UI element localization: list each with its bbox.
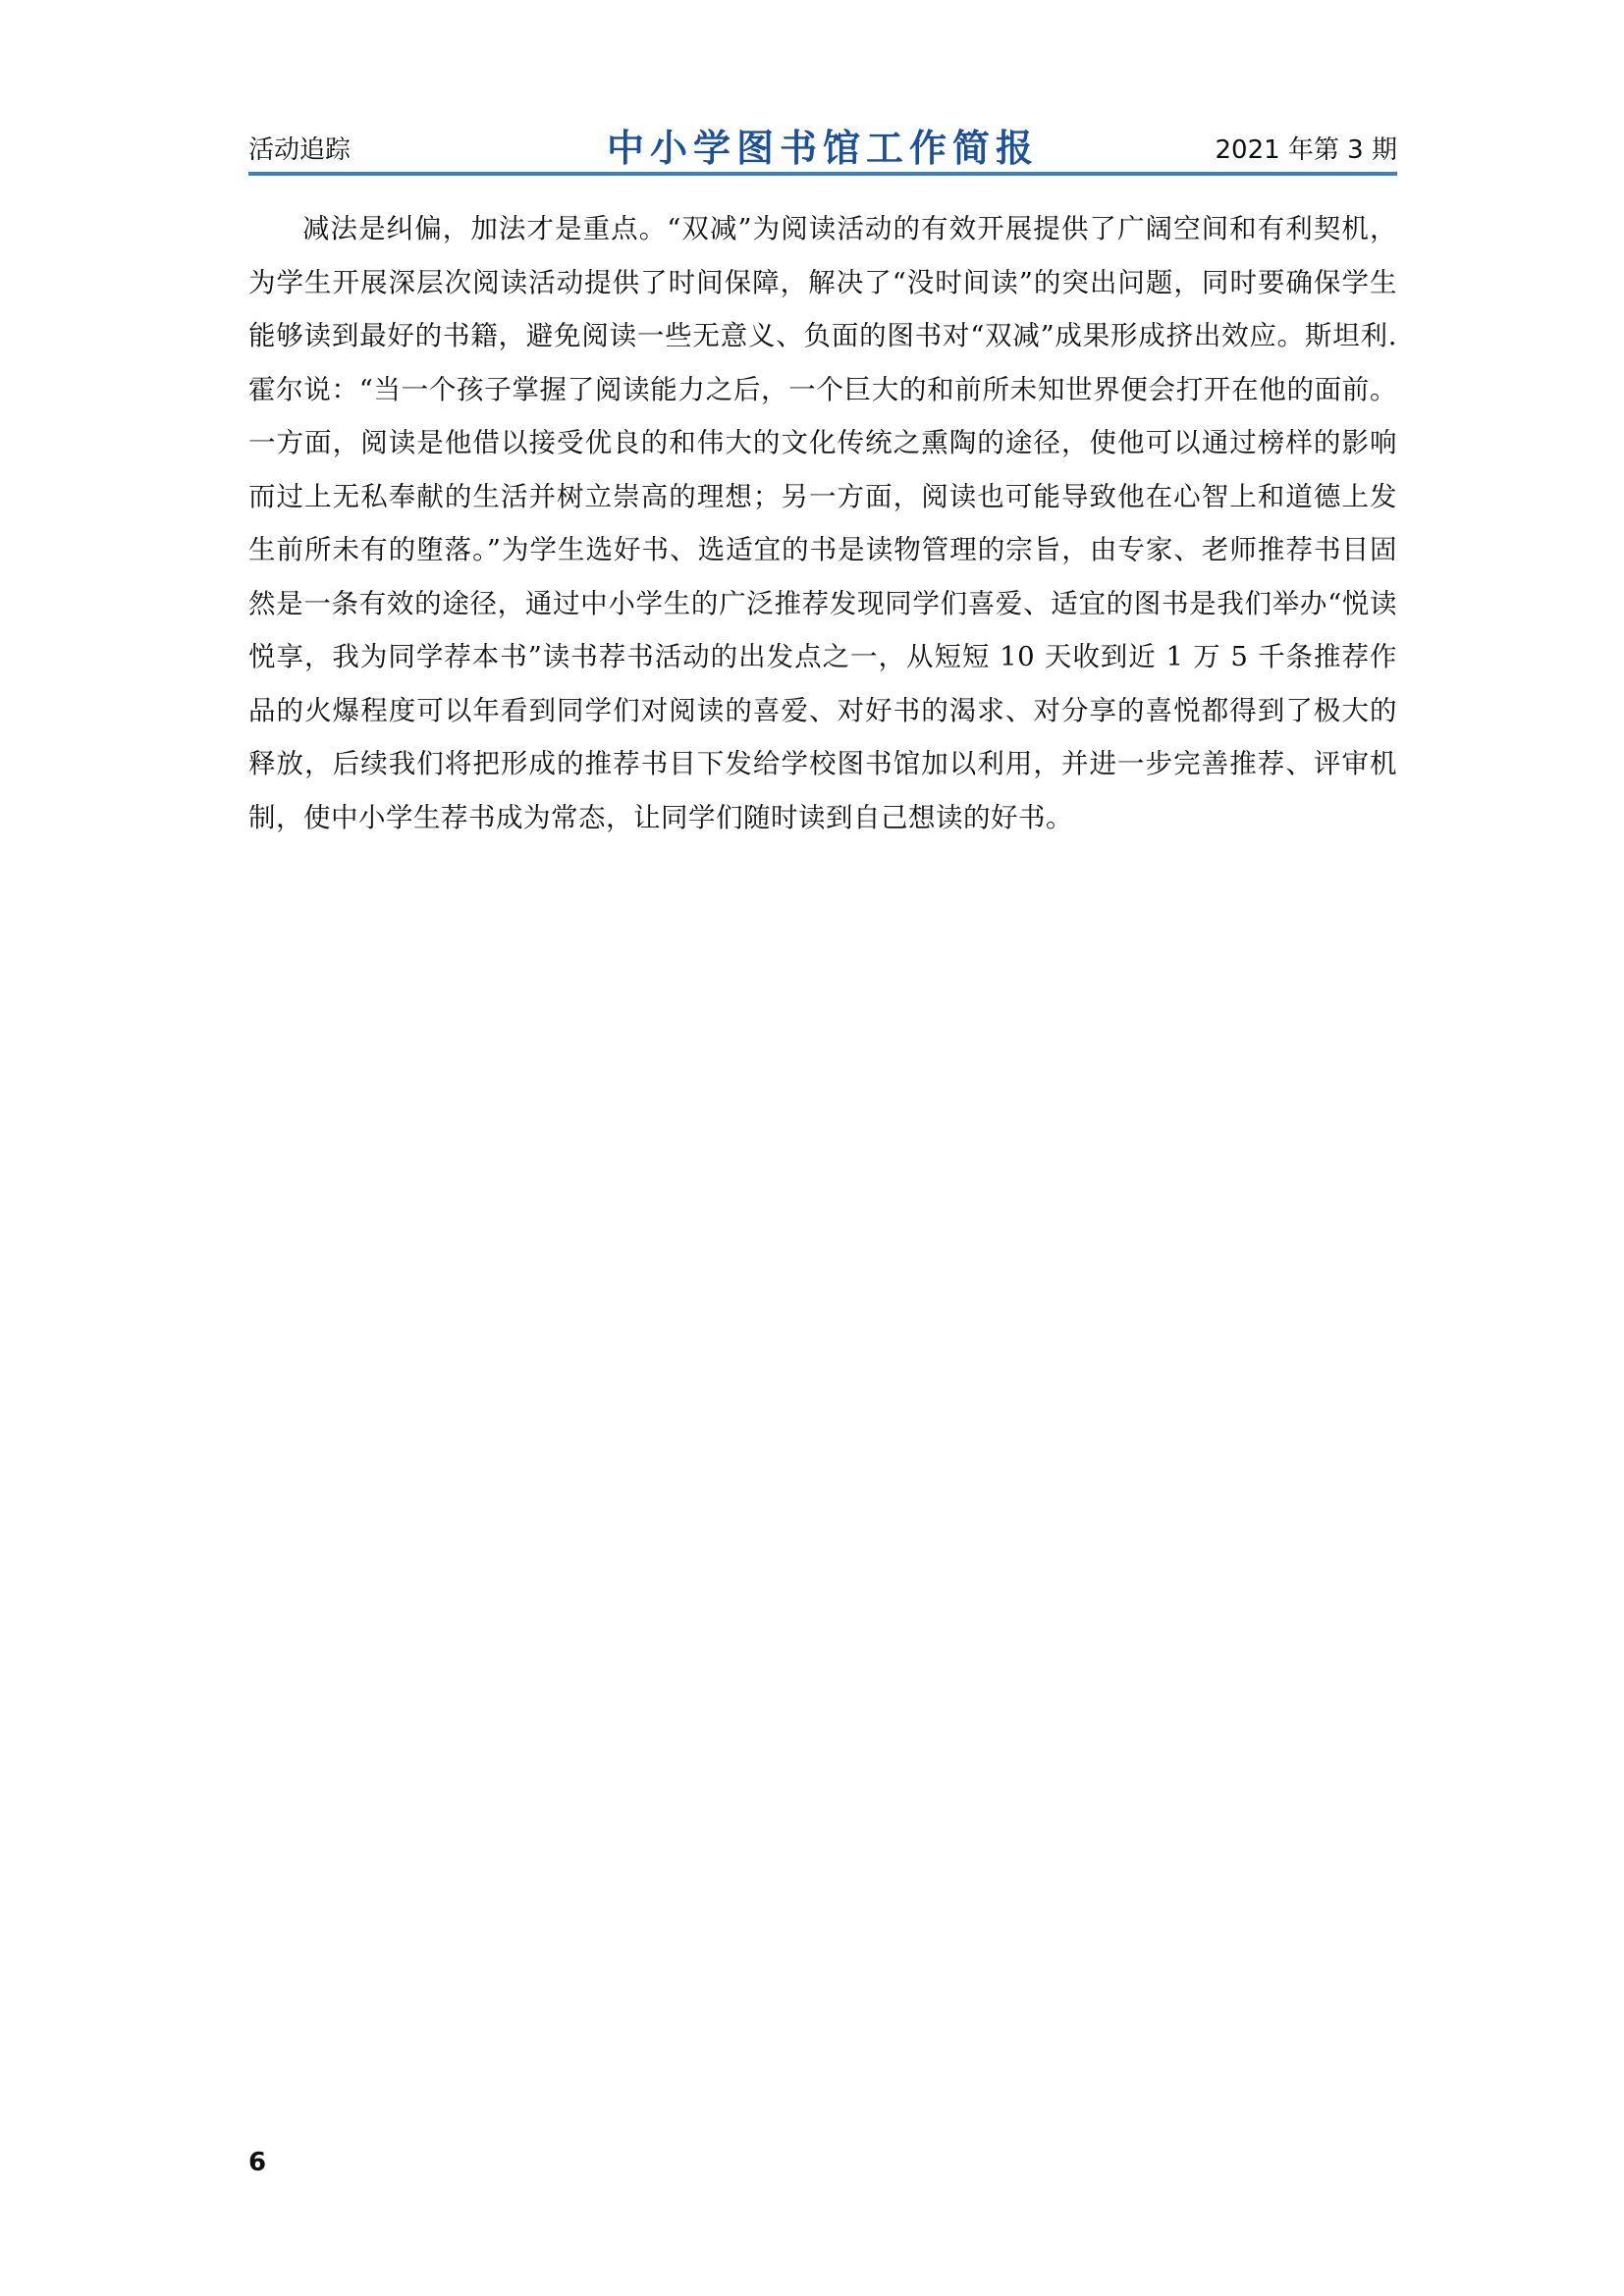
- journal-title: 中小学图书馆工作简报: [606, 126, 1039, 170]
- header-divider: [248, 172, 1397, 176]
- section-label: 活动追踪: [248, 135, 352, 165]
- page-number: 6: [248, 2148, 267, 2177]
- article-paragraph: 减法是纠偏，加法才是重点。“双减”为阅读活动的有效开展提供了广阔空间和有利契机，为学生开展深层次阅读活动提供了时间保障，解决了“没时间读”的突出问题，同时要确保学生能够读到最好的书籍，避免阅读一些无意义、负面的图书对“双减”成果形成挤出效应。斯坦利.霍尔说：“当一个孩子掌握了阅读能力之后，一个巨大的和前所未知世界便会打开在他的面前。一方面，阅读是他借以接受优良的和伟大的文化传统之熏陶的途径，使他可以通过榜样的影响而过上无私奉献的生活并树立崇高的理想；另一方面，阅读也可能导致他在心智上和道德上发生前所未有的堕落。”为学生选好书、选适宜的书是读物管理的宗旨，由专家、老师推荐书目固然是一条有效的途径，通过中小学生的广泛推荐发现同学们喜爱、适宜的图书是我们举办“悦读悦享，我为同学荐本书”读书荐书活动的出发点之一，从短短 10 天收到近 1 万 5 千条推荐作品的火爆程度可以年看到同学们对阅读的喜爱、对好书的渴求、对分享的喜悦都得到了极大的释放，后续我们将把形成的推荐书目下发给学校图书馆加以利用，并进一步完善推荐、评审机制，使中小学生荐书成为常态，让同学们随时读到自己想读的好书。: [248, 213, 1397, 833]
- page-header: [248, 116, 1397, 175]
- issue-label: 2021 年第 3 期: [1215, 135, 1397, 165]
